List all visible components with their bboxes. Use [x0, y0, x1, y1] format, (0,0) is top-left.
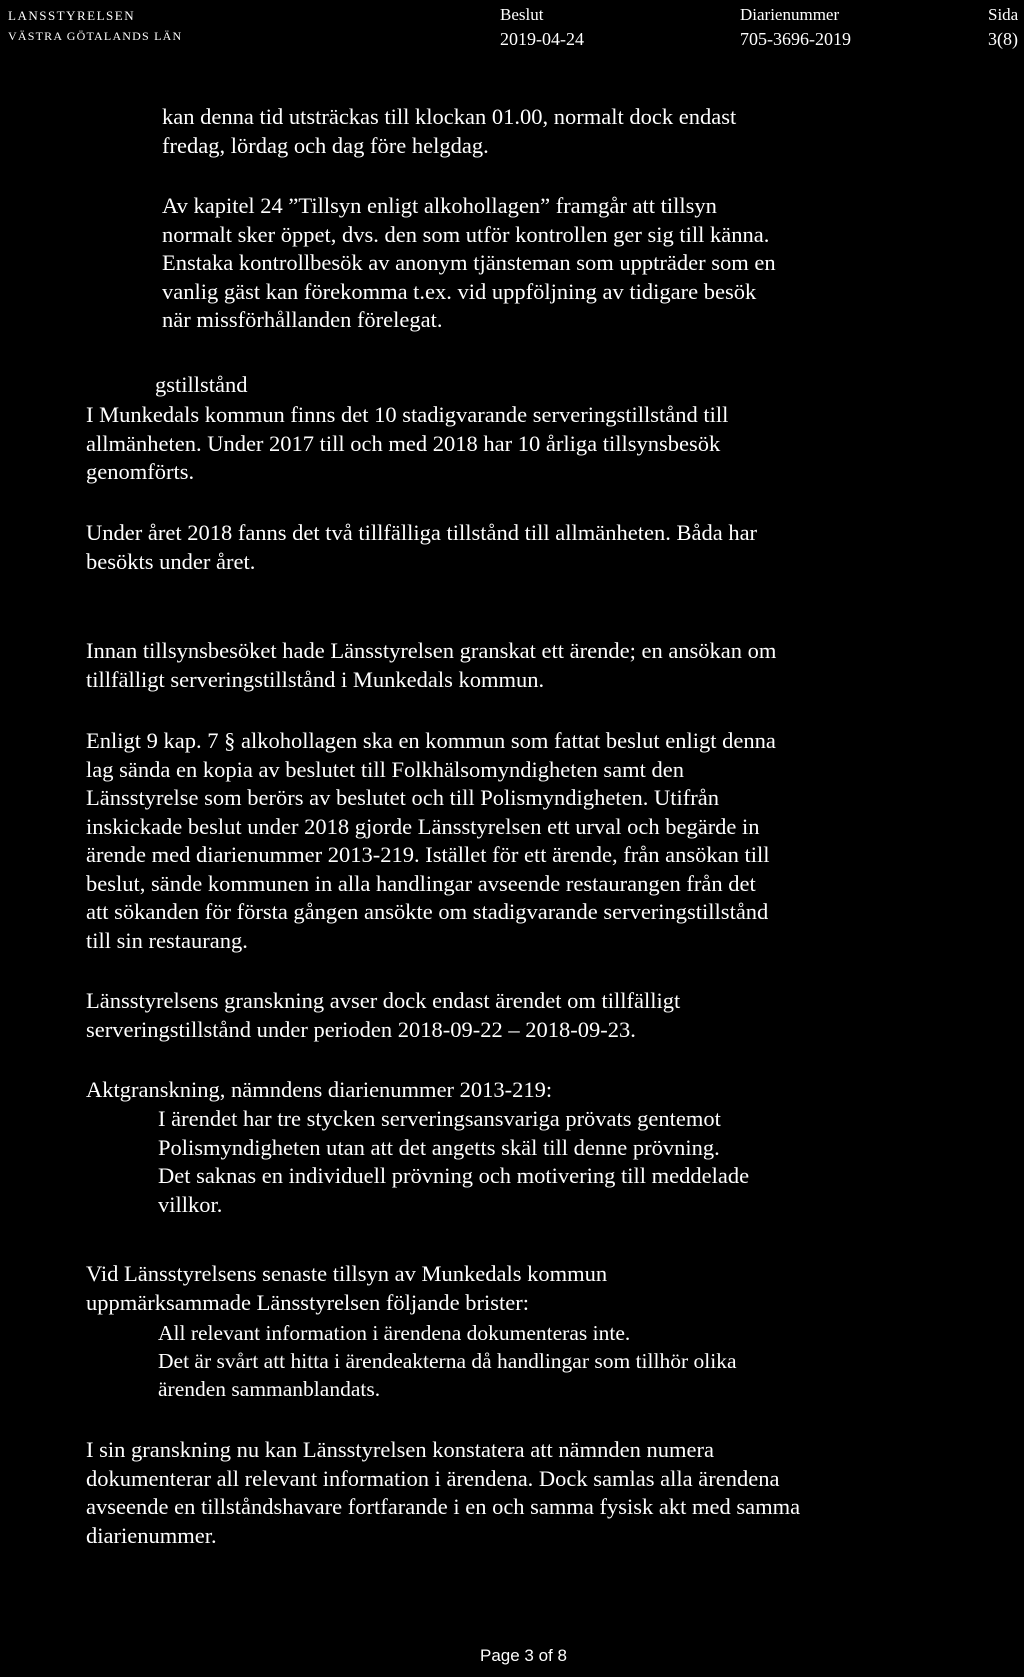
- text-line: dokumenterar all relevant information i ärendena. Dock samlas alla ärendena: [86, 1465, 780, 1491]
- text-line: uppmärksammade Länsstyrelsen följande brister:: [86, 1289, 529, 1315]
- text-line: Av kapitel 24 ”Tillsyn enligt alkohollagen” framgår att tillsyn: [162, 193, 717, 218]
- text-line: Polismyndigheten utan att det angetts skäl till denne prövning.: [158, 1134, 720, 1160]
- diarienummer-value: 705-3696-2019: [740, 29, 851, 49]
- paragraph-7: [86, 987, 680, 1044]
- text-line: inskickade beslut under 2018 gjorde Länsstyrelsen ett urval och begärde in: [86, 813, 760, 839]
- text-line: I ärendet har tre stycken serveringsansvariga prövats gentemot: [158, 1106, 721, 1131]
- text-line: serveringstillstånd under perioden 2018-09-22 – 2018-09-23.: [86, 1016, 636, 1042]
- text-line: avseende en tillståndshavare fortfarande i en och samma fysisk akt med samma: [86, 1494, 801, 1519]
- text-line: allmänheten. Under 2017 till och med 2018 har 10 årliga tillsynsbesök: [86, 430, 721, 456]
- text-line: när missförhållanden förelegat.: [162, 307, 443, 332]
- org-line-1: LANSSTYRELSEN: [8, 8, 136, 23]
- paragraph-2: [162, 192, 776, 335]
- text-line: I sin granskning nu kan Länsstyrelsen konstatera att nämnden numera: [86, 1437, 714, 1462]
- text-line: att sökanden för första gången ansökte om stadigvarande serveringstillstånd: [86, 899, 769, 924]
- text-line: genomförts.: [86, 459, 195, 484]
- text-line: normalt sker öppet, dvs. den som utför kontrollen ger sig till känna.: [162, 221, 770, 247]
- text-line: fredag, lördag och dag före helgdag.: [162, 132, 489, 158]
- paragraph-9-intro: [86, 1260, 607, 1317]
- text-line: Under året 2018 fanns det två tillfälliga tillstånd till allmänheten. Båda har: [86, 520, 758, 545]
- text-line: kan denna tid utsträckas till klockan 01.00, normalt dock endast: [162, 104, 737, 129]
- paragraph-8-intro: Aktgranskning, nämndens diarienummer 2013-219:: [86, 1077, 553, 1102]
- beslut-column: [500, 2, 584, 52]
- text-line: beslut, sände kommunen in alla handlingar avseende restaurangen från det: [86, 870, 756, 896]
- text-line: tillfälligt serveringstillstånd i Munkedals kommun.: [86, 666, 545, 692]
- page-number: Page 3 of 8: [480, 1646, 567, 1665]
- beslut-label: Beslut: [500, 5, 544, 24]
- diarienummer-label: Diarienummer: [740, 5, 840, 24]
- sida-column: [988, 2, 1018, 52]
- diarienummer-column: [740, 2, 851, 52]
- text-line: Länsstyrelsens granskning avser dock endast ärendet om tillfälligt: [86, 988, 681, 1013]
- list-item: [158, 1105, 749, 1162]
- text-line: All relevant information i ärendena dokumenteras inte.: [158, 1321, 631, 1345]
- sida-value: 3(8): [988, 29, 1018, 49]
- paragraph-8-list: [158, 1105, 749, 1219]
- text-line: Det är svårt att hitta i ärendeakterna då handlingar som tillhör olika: [158, 1349, 737, 1373]
- text-line: Enstaka kontrollbesök av anonym tjänsteman som uppträder som en: [162, 250, 776, 275]
- document-header: [0, 0, 1024, 60]
- text-line: Länsstyrelse som berörs av beslutet och till Polismyndigheten. Utifrån: [86, 785, 720, 810]
- list-item: [158, 1162, 749, 1219]
- paragraph-10: [86, 1436, 800, 1550]
- paragraph-5: [86, 637, 776, 694]
- paragraph-4: [86, 519, 757, 576]
- text-line: Det saknas en individuell prövning och motivering till meddelade: [158, 1163, 750, 1188]
- text-line: I Munkedals kommun finns det 10 stadigvarande serveringstillstånd till: [86, 402, 729, 427]
- text-line: vanlig gäst kan förekomma t.ex. vid uppföljning av tidigare besök: [162, 278, 757, 304]
- text-line: Enligt 9 kap. 7 § alkohollagen ska en kommun som fattat beslut enligt denna: [86, 728, 776, 753]
- text-line: lag sända en kopia av beslutet till Folkhälsomyndigheten samt den: [86, 756, 685, 782]
- text-line: ärenden sammanblandats.: [158, 1377, 381, 1401]
- paragraph-6: [86, 727, 776, 955]
- text-line: Vid Länsstyrelsens senaste tillsyn av Munkedals kommun: [86, 1261, 608, 1286]
- text-line: Innan tillsynsbesöket hade Länsstyrelsen granskat ett ärende; en ansökan om: [86, 638, 777, 663]
- text-line: diarienummer.: [86, 1522, 217, 1548]
- text-line: ärende med diarienummer 2013-219. Istället för ett ärende, från ansökan till: [86, 842, 770, 867]
- sida-label: Sida: [988, 5, 1019, 24]
- paragraph-1: [162, 103, 736, 160]
- list-item: [158, 1347, 737, 1403]
- paragraph-3: [86, 401, 728, 487]
- beslut-date: 2019-04-24: [500, 29, 584, 49]
- list-item: [158, 1319, 737, 1347]
- organization-name: [8, 6, 182, 46]
- section-heading: gstillstånd: [155, 372, 248, 397]
- text-line: besökts under året.: [86, 548, 256, 574]
- org-line-2: VÄSTRA GÖTALANDS LÄN: [8, 29, 183, 43]
- text-line: villkor.: [158, 1191, 223, 1217]
- text-line: till sin restaurang.: [86, 927, 248, 953]
- paragraph-9-list: [158, 1319, 737, 1403]
